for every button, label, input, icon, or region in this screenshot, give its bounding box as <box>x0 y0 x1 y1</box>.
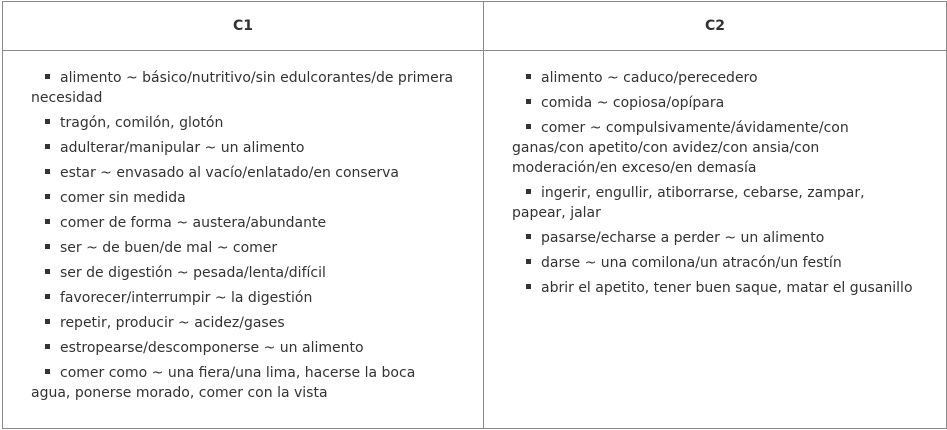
square-bullet-icon <box>526 74 531 79</box>
list-item-text: darse ~ una comilona/un atracón/un festín <box>541 255 842 271</box>
square-bullet-icon <box>45 219 50 224</box>
list-item <box>31 338 457 358</box>
column-header-c2: C2 <box>484 2 947 51</box>
square-bullet-icon <box>45 369 50 374</box>
list-item-text: favorecer/interrumpir ~ la digestión <box>60 290 313 306</box>
list-item <box>31 138 457 158</box>
list-item-text: ser ~ de buen/de mal ~ comer <box>60 240 278 256</box>
c2-item-list <box>512 68 920 298</box>
list-item <box>31 113 457 133</box>
square-bullet-icon <box>45 319 50 324</box>
list-item <box>31 363 457 403</box>
list-item-text: adulterar/manipular ~ un alimento <box>60 140 305 156</box>
list-item <box>31 68 457 108</box>
header-row <box>3 2 947 51</box>
list-item <box>31 238 457 258</box>
c1-item-list <box>31 68 457 403</box>
list-item <box>31 288 457 308</box>
list-item <box>512 278 920 298</box>
square-bullet-icon <box>526 259 531 264</box>
list-item-text: alimento ~ básico/nutritivo/sin edulcorantes/de primera necesidad <box>31 70 454 106</box>
list-item <box>512 118 920 178</box>
square-bullet-icon <box>526 284 531 289</box>
square-bullet-icon <box>45 74 50 79</box>
list-item <box>31 313 457 333</box>
list-item-text: comida ~ copiosa/opípara <box>541 95 725 111</box>
square-bullet-icon <box>45 119 50 124</box>
list-item <box>512 253 920 273</box>
square-bullet-icon <box>526 234 531 239</box>
list-item-text: comer ~ compulsivamente/ávidamente/con ganas/con apetito/con avidez/con ansia/con moderación/en exceso/en demasía <box>512 120 849 176</box>
list-item-text: comer de forma ~ austera/abundante <box>60 215 327 231</box>
list-item-text: ser de digestión ~ pesada/lenta/difícil <box>60 265 326 281</box>
list-item-text: alimento ~ caduco/perecedero <box>541 70 758 86</box>
square-bullet-icon <box>45 169 50 174</box>
list-item <box>512 183 920 223</box>
vocabulary-table <box>2 1 947 429</box>
list-item-text: pasarse/echarse a perder ~ un alimento <box>541 230 825 246</box>
list-item-text: comer como ~ una fiera/una lima, hacerse la boca agua, ponerse morado, comer con la vista <box>31 365 416 401</box>
square-bullet-icon <box>45 194 50 199</box>
list-item-text: estar ~ envasado al vacío/enlatado/en conserva <box>60 165 399 181</box>
content-row <box>3 51 947 429</box>
list-item <box>31 163 457 183</box>
list-item <box>512 68 920 88</box>
square-bullet-icon <box>45 294 50 299</box>
column-c2-cell <box>484 51 947 429</box>
square-bullet-icon <box>526 189 531 194</box>
list-item <box>31 188 457 208</box>
list-item <box>31 263 457 283</box>
list-item-text: abrir el apetito, tener buen saque, matar el gusanillo <box>541 280 913 296</box>
list-item-text: comer sin medida <box>60 190 186 206</box>
square-bullet-icon <box>45 269 50 274</box>
list-item-text: estropearse/descomponerse ~ un alimento <box>60 340 364 356</box>
square-bullet-icon <box>526 124 531 129</box>
column-c1-cell <box>3 51 484 429</box>
list-item <box>512 228 920 248</box>
square-bullet-icon <box>45 344 50 349</box>
square-bullet-icon <box>45 144 50 149</box>
list-item-text: tragón, comilón, glotón <box>60 115 224 131</box>
square-bullet-icon <box>526 99 531 104</box>
list-item-text: repetir, producir ~ acidez/gases <box>60 315 285 331</box>
square-bullet-icon <box>45 244 50 249</box>
list-item <box>31 213 457 233</box>
list-item-text: ingerir, engullir, atiborrarse, cebarse, zampar, papear, jalar <box>512 185 865 221</box>
list-item <box>512 93 920 113</box>
column-header-c1: C1 <box>3 2 484 51</box>
